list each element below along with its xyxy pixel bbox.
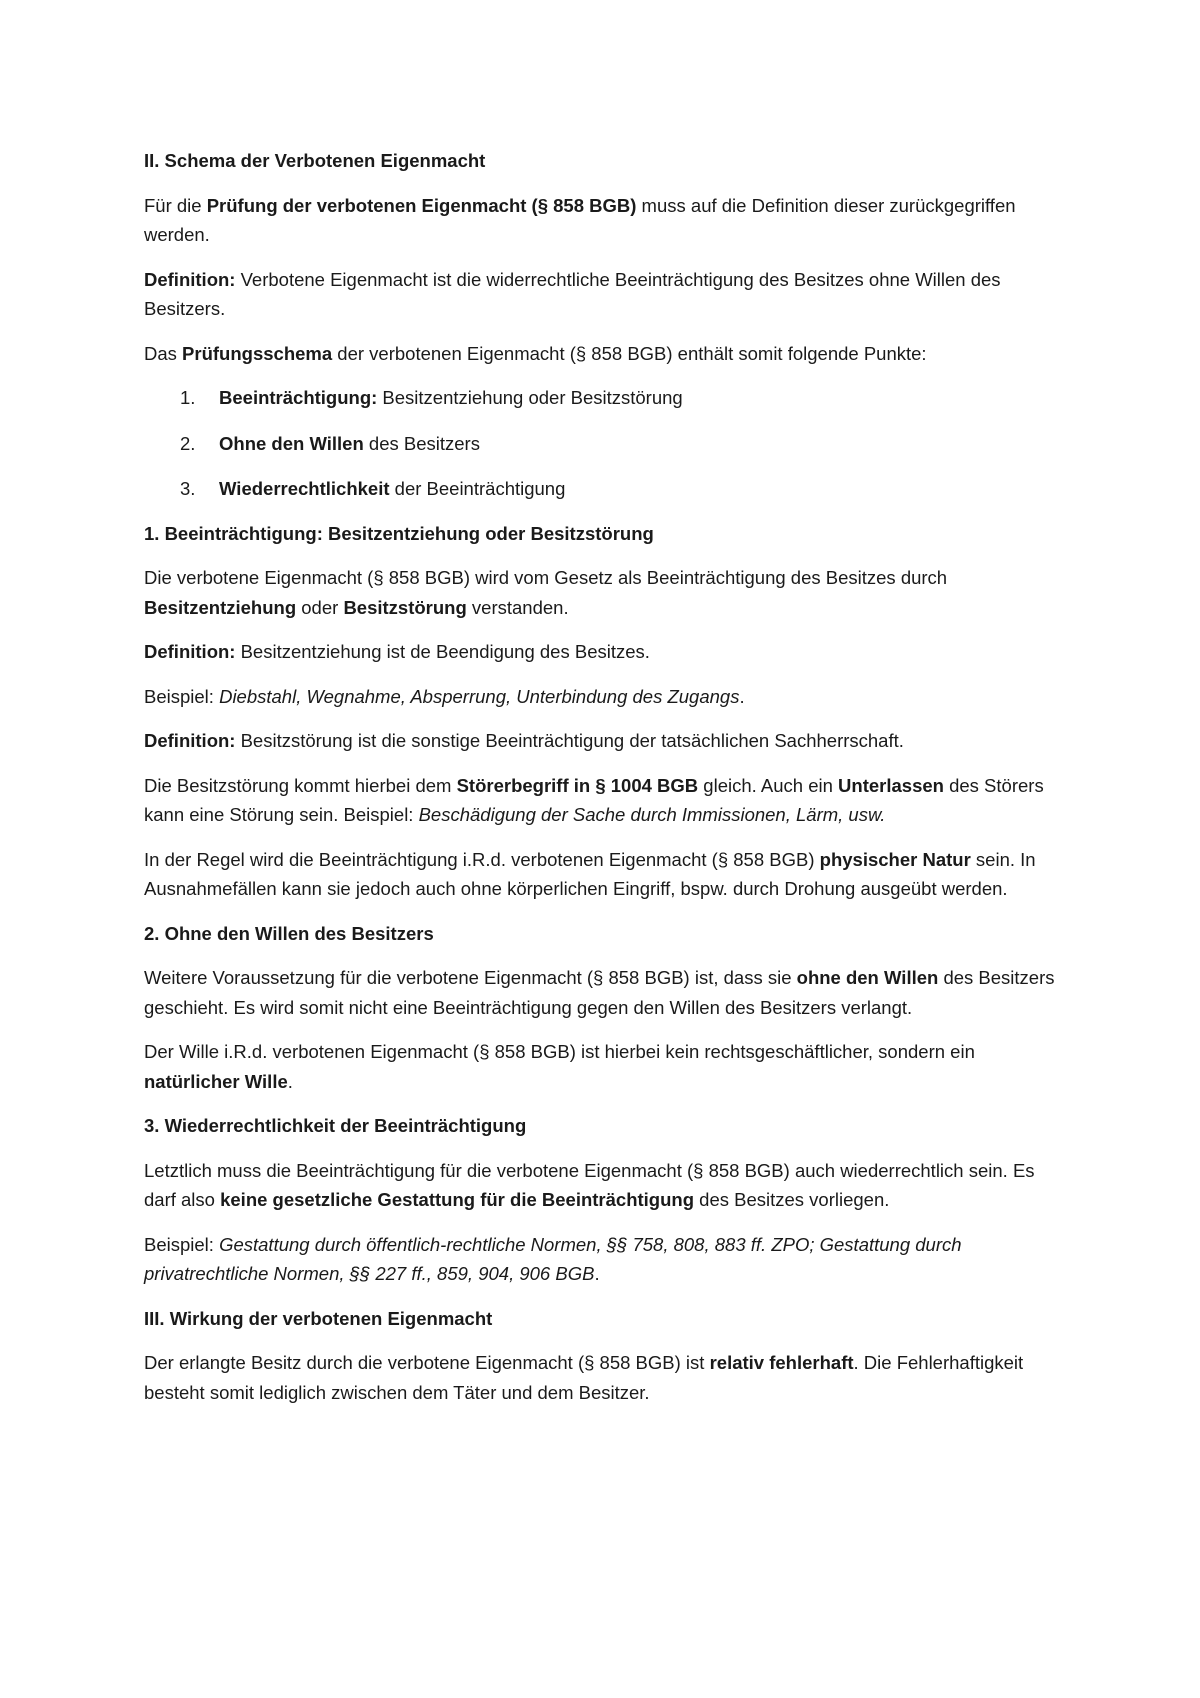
section-heading-wirkung: III. Wirkung der verbotenen Eigenmacht: [144, 1307, 493, 1329]
paragraph-definition: [144, 265, 1064, 324]
paragraph-example: [144, 1230, 1064, 1289]
paragraph-schema-intro: [144, 339, 1064, 369]
text-run: Für die: [144, 194, 207, 216]
text-run: der verbotenen Eigenmacht (§ 858 BGB) enthält somit folgende Punkte:: [332, 342, 927, 364]
text-run: des Störers kann eine Störung sein. Beispiel:: [144, 774, 1044, 825]
text-run: Die Besitzstörung kommt hierbei dem: [144, 774, 457, 796]
bold-run: Beeinträchtigung:: [219, 387, 378, 408]
text-run: Der Wille i.R.d. verbotenen Eigenmacht (§ 858 BGB) ist hierbei kein rechtsgeschäftlicher, sondern ein: [144, 1041, 975, 1062]
definition-label: Definition:: [144, 268, 236, 290]
bold-run: relativ fehlerhaft: [709, 1352, 854, 1373]
bold-run: Prüfung der verbotenen Eigenmacht (§ 858 BGB): [206, 194, 637, 216]
bold-run: ohne den Willen: [796, 967, 939, 988]
text-run: Besitzentziehung ist de Beendigung des Besitzes.: [235, 641, 650, 662]
section-heading-3: 3. Wiederrechtlichkeit der Beeinträchtigung: [144, 1115, 527, 1136]
text-run: oder: [296, 596, 344, 618]
paragraph: [144, 845, 1064, 904]
text-run: des Besitzers: [363, 432, 480, 454]
paragraph: [144, 771, 1064, 830]
text-run: Verbotene Eigenmacht ist die widerrechtliche Beeinträchtigung des Besitzes ohne Willen des Besitzers.: [144, 268, 1001, 319]
bold-run: Ohne den Willen: [219, 432, 364, 454]
text-run: . Die Fehlerhaftigkeit besteht somit lediglich zwischen dem Täter und dem Besitzer.: [144, 1352, 1024, 1403]
paragraph-intro: [144, 191, 1064, 250]
text-run: Besitzentziehung oder Besitzstörung: [377, 387, 683, 408]
definition-label: Definition:: [144, 730, 236, 751]
schema-list: [144, 383, 1064, 504]
text-run: Beispiel:: [144, 1233, 220, 1255]
text-run: Beispiel:: [144, 685, 220, 707]
text-run: des Besitzers geschieht. Es wird somit nicht eine Beeinträchtigung gegen den Willen des Besitzers verlangt.: [144, 967, 1055, 1018]
text-run: Der erlangte Besitz durch die verbotene Eigenmacht (§ 858 BGB) ist: [144, 1352, 710, 1373]
section-heading-schema: II. Schema der Verbotenen Eigenmacht: [144, 150, 486, 171]
bold-run: Besitzentziehung: [144, 596, 297, 618]
list-item: [144, 429, 1064, 459]
list-number: 1.: [180, 387, 196, 408]
paragraph: [144, 1037, 1064, 1096]
text-run: des Besitzes vorliegen.: [694, 1189, 890, 1210]
paragraph-definition: [144, 637, 1064, 667]
text-run: verstanden.: [466, 596, 569, 618]
text-run: muss auf die Definition dieser zurückgegriffen werden.: [144, 194, 1016, 245]
paragraph-definition: [144, 726, 1064, 756]
paragraph: [144, 563, 1064, 622]
paragraph: [144, 1156, 1064, 1215]
document-page: [144, 146, 1064, 1422]
italic-run: Beschädigung der Sache durch Immissionen, Lärm, usw.: [418, 804, 886, 825]
text-run: Letztlich muss die Beeinträchtigung für die verbotene Eigenmacht (§ 858 BGB) auch wiederrechtlich sein. Es darf also: [144, 1159, 1035, 1210]
list-number: 2.: [180, 432, 196, 454]
section-heading-1: 1. Beeinträchtigung: Besitzentziehung oder Besitzstörung: [144, 522, 654, 544]
text-run: der Beeinträchtigung: [389, 478, 566, 499]
section-heading-2: 2. Ohne den Willen des Besitzers: [144, 922, 434, 944]
paragraph: [144, 963, 1064, 1022]
text-run: Weitere Voraussetzung für die verbotene Eigenmacht (§ 858 BGB) ist, dass sie: [144, 967, 797, 988]
text-run: .: [739, 685, 745, 707]
bold-run: Prüfungsschema: [182, 342, 333, 364]
bold-run: Unterlassen: [838, 774, 944, 796]
list-number: 3.: [180, 478, 196, 499]
bold-run: physischer Natur: [819, 848, 971, 870]
text-run: In der Regel wird die Beeinträchtigung i.R.d. verbotenen Eigenmacht (§ 858 BGB): [144, 848, 820, 870]
paragraph: [144, 1348, 1064, 1407]
list-item: [144, 383, 1064, 413]
definition-label: Definition:: [144, 641, 236, 662]
list-item: [144, 474, 1064, 504]
text-run: gleich. Auch ein: [698, 774, 839, 796]
paragraph-example: [144, 682, 1064, 712]
text-run: .: [594, 1263, 600, 1284]
bold-run: natürlicher Wille: [144, 1070, 288, 1092]
italic-run: Gestattung durch öffentlich-rechtliche Normen, §§ 758, 808, 883 ff. ZPO; Gestattung durch privatrechtliche Normen, §§ 227 ff., 859, 904, 906 BGB: [144, 1233, 962, 1284]
bold-run: Besitzstörung: [343, 596, 467, 618]
text-run: .: [287, 1070, 293, 1092]
text-run: sein. In Ausnahmefällen kann sie jedoch auch ohne körperlichen Eingriff, bspw. durch Drohung ausgeübt werden.: [144, 848, 1036, 899]
bold-run: Wiederrechtlichkeit: [219, 478, 390, 499]
bold-run: keine gesetzliche Gestattung für die Beeinträchtigung: [220, 1189, 695, 1210]
text-run: Das: [144, 342, 183, 364]
text-run: Die verbotene Eigenmacht (§ 858 BGB) wird vom Gesetz als Beeinträchtigung des Besitzes durch: [144, 567, 948, 588]
bold-run: Störerbegriff in § 1004 BGB: [456, 774, 699, 796]
italic-run: Diebstahl, Wegnahme, Absperrung, Unterbindung des Zugangs: [219, 685, 740, 707]
text-run: Besitzstörung ist die sonstige Beeinträchtigung der tatsächlichen Sachherrschaft.: [235, 730, 904, 751]
